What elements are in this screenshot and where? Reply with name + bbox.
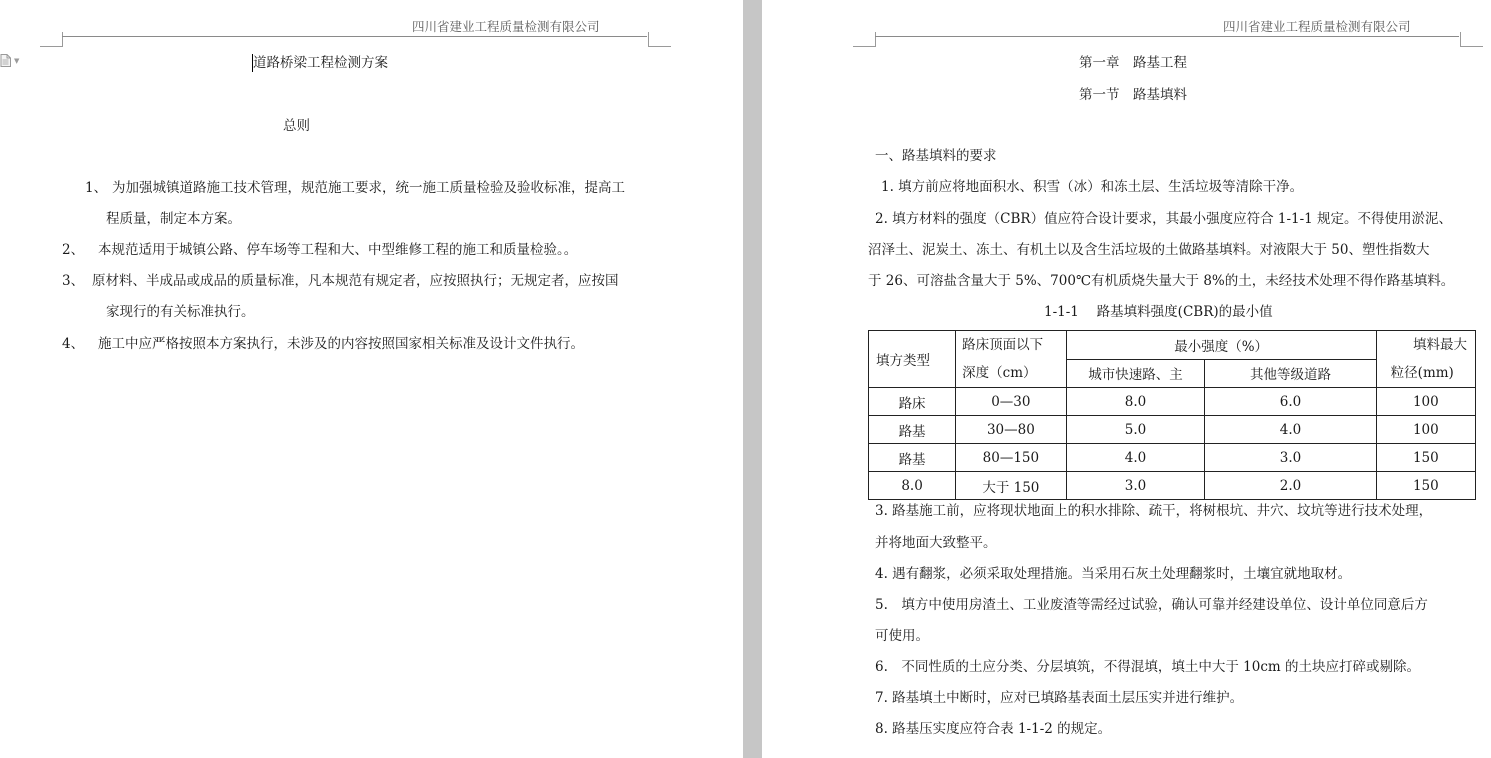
list-item-text: 程质量，制定本方案。	[106, 211, 241, 227]
page-header-company: 四川省建业工程质量检测有限公司	[1223, 19, 1411, 34]
paragraph: 于 26、可溶盐含量大于 5%、700℃有机质烧失量大于 8%的土，未经技术处理不得作路基填料。	[868, 273, 1455, 289]
cell-fill-type: 路床	[869, 388, 956, 416]
cell-size: 150	[1376, 472, 1475, 500]
header-depth	[956, 331, 1066, 388]
cell-expressway: 4.0	[1066, 444, 1205, 472]
cell-other: 2.0	[1205, 472, 1376, 500]
cell-size: 100	[1376, 388, 1475, 416]
header-min-strength: 最小强度（%）	[1066, 331, 1376, 360]
margin-corner-right	[1460, 32, 1483, 47]
cell-fill-type: 8.0	[869, 472, 956, 500]
list-item-number: 4、	[62, 336, 85, 352]
header-divider	[62, 36, 647, 37]
paragraph: 并将地面大致整平。	[875, 535, 997, 551]
section-title: 第一节 路基填料	[1079, 87, 1187, 103]
header-max-size	[1376, 331, 1475, 388]
cell-depth: 大于 150	[956, 472, 1066, 500]
chevron-down-icon[interactable]: ▼	[14, 57, 20, 65]
table-caption: 1-1-1 路基填料强度(CBR)的最小值	[1044, 304, 1273, 320]
paragraph: 2. 填方材料的强度（CBR）值应符合设计要求，其最小强度应符合 1-1-1 规定。不得使用淤泥、	[875, 211, 1453, 227]
cell-size: 150	[1376, 444, 1475, 472]
table-row	[869, 472, 1476, 500]
list-item-text: 施工中应严格按照本方案执行，未涉及的内容按照国家相关标准及设计文件执行。	[98, 336, 584, 352]
cell-depth: 80—150	[956, 444, 1066, 472]
list-item-number: 1、	[85, 180, 108, 196]
paragraph: 6. 不同性质的土应分类、分层填筑，不得混填，填土中大于 10cm 的土块应打碎或剔除。	[875, 659, 1421, 675]
document-title: 道路桥梁工程检测方案	[253, 55, 388, 71]
list-item-number: 3、	[62, 273, 85, 289]
cell-other: 4.0	[1205, 416, 1376, 444]
cell-expressway: 8.0	[1066, 388, 1205, 416]
paragraph: 1. 填方前应将地面积水、积雪（冰）和冻土层、生活垃圾等清除干净。	[881, 179, 1304, 195]
list-item-text: 为加强城镇道路施工技术管理，规范施工要求，统一施工质量检验及验收标准，提高工	[112, 180, 625, 196]
list-item-number: 2、	[62, 242, 85, 258]
page-gutter	[743, 0, 762, 758]
list-item-text: 原材料、半成品或成品的质量标准，凡本规范有规定者，应按照执行；无规定者，应按国	[92, 273, 619, 289]
document-page-right	[762, 0, 1491, 758]
table-row	[869, 416, 1476, 444]
margin-corner-left	[40, 32, 63, 47]
paragraph: 3. 路基施工前，应将现状地面上的积水排除、疏干，将树根坑、井穴、坟坑等进行技术处理，	[875, 503, 1433, 519]
paragraph: 5. 填方中使用房渣土、工业废渣等需经过试验，确认可靠并经建设单位、设计单位同意后方	[875, 597, 1428, 613]
section-title: 总则	[283, 118, 310, 134]
header-depth-line2: 深度（cm）	[962, 365, 1037, 381]
cell-fill-type: 路基	[869, 416, 956, 444]
header-fill-type: 填方类型	[869, 331, 956, 388]
page-header-company: 四川省建业工程质量检测有限公司	[412, 19, 600, 34]
paragraph: 8. 路基压实度应符合表 1-1-2 的规定。	[875, 721, 1112, 737]
cell-size: 100	[1376, 416, 1475, 444]
cell-other: 6.0	[1205, 388, 1376, 416]
header-divider	[875, 36, 1459, 37]
cell-expressway: 5.0	[1066, 416, 1205, 444]
margin-corner-left	[853, 32, 876, 47]
table-header-row	[869, 331, 1476, 360]
document-icon[interactable]	[0, 54, 11, 67]
header-size-line1: 填料最大	[1413, 337, 1467, 353]
fill-strength-table	[868, 330, 1476, 500]
document-page-left	[0, 0, 743, 758]
header-expressway: 城市快速路、主	[1066, 359, 1205, 388]
subheading: 一、路基填料的要求	[875, 148, 997, 164]
cell-expressway: 3.0	[1066, 472, 1205, 500]
list-item-text: 家现行的有关标准执行。	[106, 304, 255, 320]
paragraph: 可使用。	[875, 628, 929, 644]
chapter-title: 第一章 路基工程	[1079, 55, 1187, 71]
cell-other: 3.0	[1205, 444, 1376, 472]
header-depth-line1: 路床顶面以下	[962, 337, 1044, 353]
cell-depth: 0—30	[956, 388, 1066, 416]
cell-depth: 30—80	[956, 416, 1066, 444]
paragraph: 4. 遇有翻浆，必须采取处理措施。当采用石灰土处理翻浆时，土壤宜就地取材。	[875, 566, 1352, 582]
paragraph: 7. 路基填土中断时，应对已填路基表面土层压实并进行维护。	[875, 690, 1244, 706]
paragraph: 沼泽土、泥炭土、冻土、有机土以及含生活垃圾的土做路基填料。对液限大于 50、塑性指数大	[868, 242, 1430, 258]
table-row	[869, 388, 1476, 416]
list-item-text: 本规范适用于城镇公路、停车场等工程和大、中型维修工程的施工和质量检验。。	[98, 242, 578, 258]
cell-fill-type: 路基	[869, 444, 956, 472]
table-row	[869, 444, 1476, 472]
header-other-roads: 其他等级道路	[1205, 359, 1376, 388]
header-size-line2: 粒径(mm)	[1390, 365, 1454, 381]
margin-corner-right	[648, 32, 671, 47]
